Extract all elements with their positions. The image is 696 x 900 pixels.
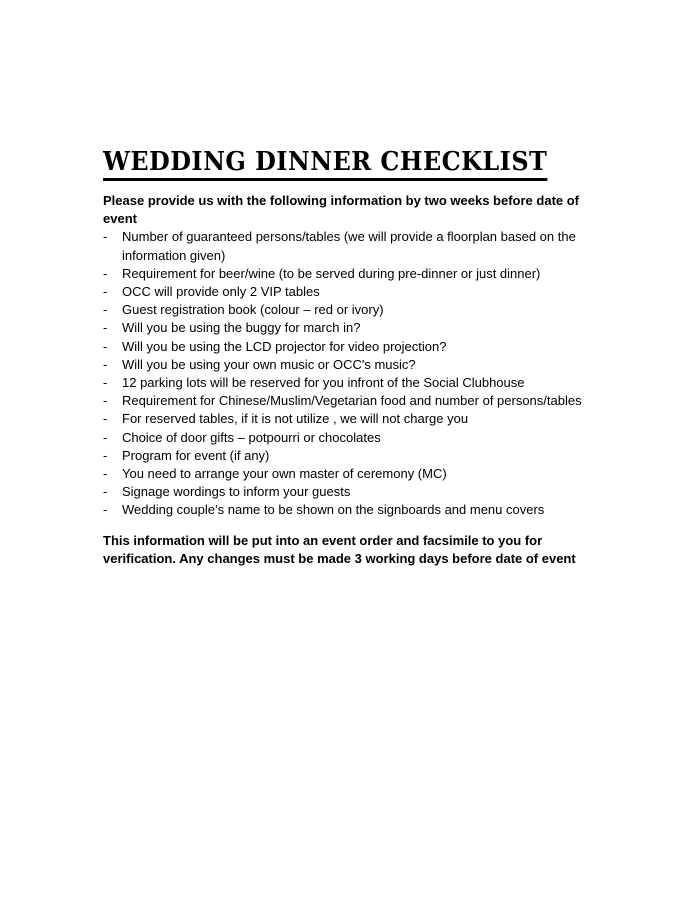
list-item [103, 301, 590, 319]
list-item-text: Will you be using the buggy for march in? [122, 320, 361, 336]
bullet-dash: - [103, 393, 108, 409]
list-item-text: Guest registration book (colour – red or ivory) [122, 302, 384, 318]
list-item-text: Wedding couple’s name to be shown on the signboards and menu covers [122, 502, 545, 518]
footer-note: This information will be put into an event order and facsimile to you for verification. Any changes must be made 3 working days before date of event [103, 532, 576, 566]
list-item-text: Program for event (if any) [122, 447, 270, 463]
list-item-text: 12 parking lots will be reserved for you infront of the Social Clubhouse [122, 375, 525, 391]
bullet-dash: - [103, 356, 108, 372]
list-item [103, 374, 590, 392]
list-item-text: OCC will provide only 2 VIP tables [122, 284, 320, 300]
list-item [103, 228, 590, 264]
bullet-dash: - [103, 284, 108, 300]
page-title: WEDDING DINNER CHECKLIST [103, 147, 547, 181]
bullet-dash: - [103, 484, 108, 500]
bullet-dash: - [103, 320, 108, 336]
document-content [103, 147, 590, 568]
bullet-dash: - [103, 466, 108, 482]
bullet-dash: - [103, 375, 108, 391]
bullet-dash: - [103, 229, 108, 245]
list-item [103, 265, 590, 283]
list-item-text: Requirement for Chinese/Muslim/Vegetarian food and number of persons/tables [122, 393, 582, 409]
list-item-text: Will you be using the LCD projector for video projection? [122, 338, 447, 354]
list-item [103, 338, 590, 356]
list-item [103, 465, 590, 483]
list-item [103, 410, 590, 428]
list-item [103, 319, 590, 337]
list-item-text: Will you be using your own music or OCC's music? [122, 356, 416, 372]
list-item [103, 483, 590, 501]
list-item-text: Requirement for beer/wine (to be served during pre-dinner or just dinner) [122, 265, 541, 281]
bullet-dash: - [103, 265, 108, 281]
list-item-text: Choice of door gifts – potpourri or chocolates [122, 429, 381, 445]
bullet-dash: - [103, 411, 108, 427]
bullet-dash: - [103, 429, 108, 445]
list-item-text: Signage wordings to inform your guests [122, 484, 351, 500]
bullet-dash: - [103, 302, 108, 318]
list-item-text: Number of guaranteed persons/tables (we will provide a floorplan based on the information given) [122, 229, 576, 263]
list-item-text: For reserved tables, if it is not utilize , we will not charge you [122, 411, 469, 427]
list-item [103, 392, 590, 410]
list-item [103, 447, 590, 465]
bullet-dash: - [103, 502, 108, 518]
list-item [103, 283, 590, 301]
list-item [103, 501, 590, 519]
intro-paragraph: Please provide us with the following information by two weeks before date of event [103, 193, 580, 227]
list-item [103, 429, 590, 447]
list-item [103, 356, 590, 374]
bullet-dash: - [103, 447, 108, 463]
bullet-dash: - [103, 338, 108, 354]
checklist [103, 228, 590, 519]
list-item-text: You need to arrange your own master of ceremony (MC) [122, 466, 447, 482]
